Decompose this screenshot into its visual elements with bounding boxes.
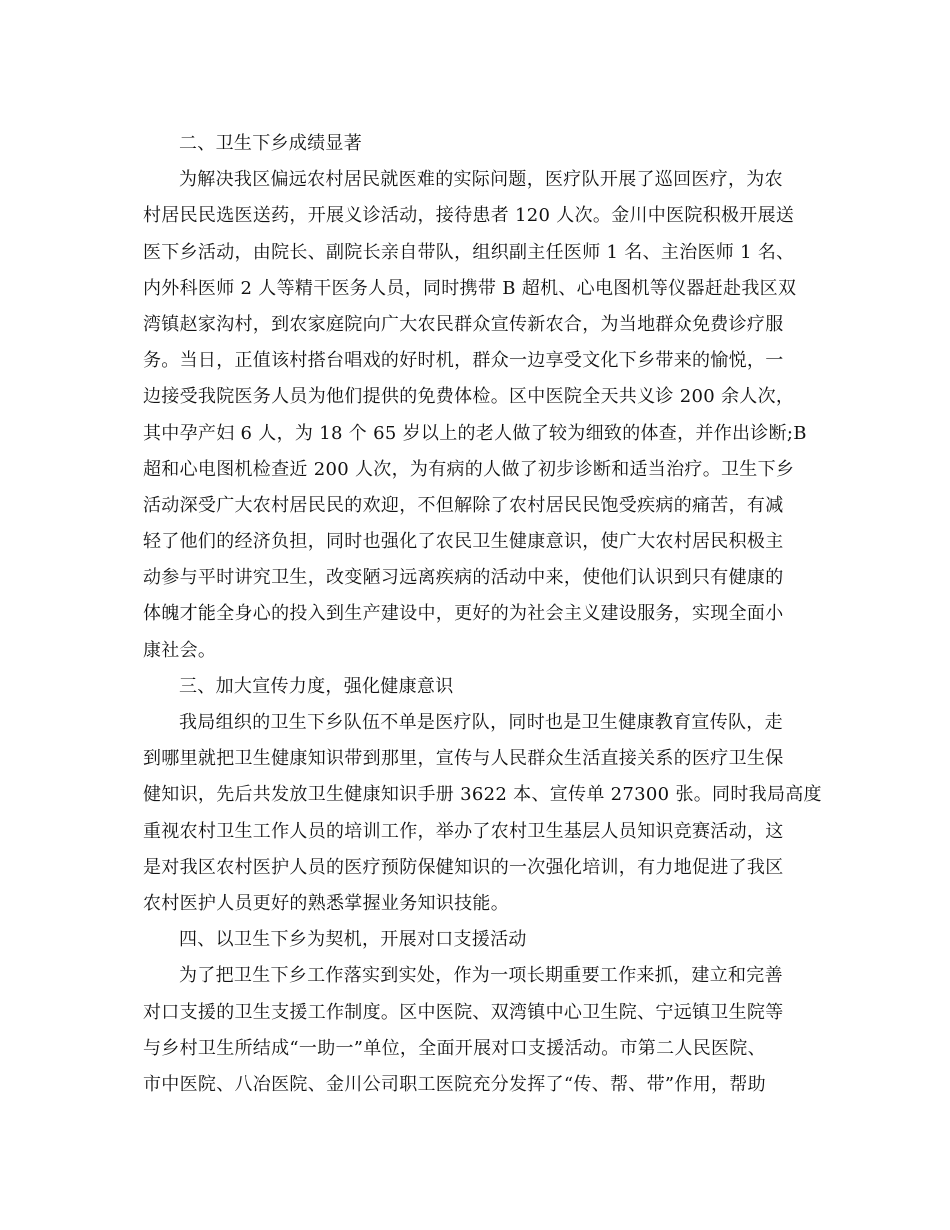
document-body bbox=[143, 126, 822, 1103]
paragraph-line: 农村医护人员更好的熟悉掌握业务知识技能。 bbox=[143, 892, 509, 914]
paragraph-line: 是对我区农村医护人员的医疗预防保健知识的一次强化培训，有力地促进了我区 bbox=[143, 856, 784, 878]
paragraph-line: 轻了他们的经济负担，同时也强化了农民卫生健康意识，使广大农村居民积极主 bbox=[143, 531, 784, 553]
section-heading-3: 三、加大宣传力度，强化健康意识 bbox=[179, 675, 454, 697]
paragraph-line: 我局组织的卫生下乡队伍不单是医疗队，同时也是卫生健康教育宣传队，走 bbox=[179, 712, 783, 733]
paragraph-line: 对口支援的卫生支援工作制度。区中医院、双湾镇中心卫生院、宁远镇卫生院等 bbox=[143, 1001, 784, 1023]
paragraph-line: 医下乡活动，由院长、副院长亲自带队，组织副主任医师 1 名、主治医师 1 名、 bbox=[143, 241, 795, 263]
paragraph-line: 其中孕产妇 6 人，为 18 个 65 岁以上的老人做了较为细致的体查，并作出诊断;B bbox=[143, 422, 807, 444]
paragraph-line: 与乡村卫生所结成“一助一”单位，全面开展对口支援活动。市第二人民医院、 bbox=[143, 1037, 766, 1059]
paragraph-line: 体魄才能全身心的投入到生产建设中，更好的为社会主义建设服务，实现全面小 bbox=[143, 603, 784, 625]
paragraph-line: 市中医院、八冶医院、金川公司职工医院充分发挥了“传、帮、带”作用，帮助 bbox=[143, 1073, 766, 1095]
paragraph-line: 内外科医师 2 人等精干医务人员，同时携带 B 超机、心电图机等仪器赶赴我区双 bbox=[143, 277, 797, 299]
paragraph-line: 重视农村卫生工作人员的培训工作，举办了农村卫生基层人员知识竞赛活动，这 bbox=[143, 820, 784, 842]
section-heading-4: 四、以卫生下乡为契机，开展对口支援活动 bbox=[179, 929, 527, 951]
paragraph-line: 为解决我区偏远农村居民就医难的实际问题，医疗队开展了巡回医疗，为农 bbox=[179, 169, 783, 191]
paragraph-line: 为了把卫生下乡工作落实到实处，作为一项长期重要工作来抓，建立和完善 bbox=[179, 965, 783, 987]
paragraph-line: 动参与平时讲究卫生，改变陋习远离疾病的活动中来，使他们认识到只有健康的 bbox=[143, 567, 784, 589]
paragraph-line: 健知识，先后共发放卫生健康知识手册 3622 本、宣传单 27300 张。同时我局高度 bbox=[143, 784, 822, 806]
paragraph-line: 活动深受广大农村居民民的欢迎，不但解除了农村居民民饱受疾病的痛苦，有减 bbox=[143, 494, 784, 516]
paragraph-line: 村居民民选医送药，开展义诊活动，接待患者 120 人次。金川中医院积极开展送 bbox=[143, 205, 795, 227]
paragraph-line: 边接受我院医务人员为他们提供的免费体检。区中医院全天共义诊 200 余人次， bbox=[143, 386, 795, 408]
paragraph-line: 务。当日，正值该村搭台唱戏的好时机，群众一边享受文化下乡带来的愉悦，一 bbox=[143, 350, 784, 372]
paragraph-line: 湾镇赵家沟村，到农家庭院向广大农民群众宣传新农合，为当地群众免费诊疗服 bbox=[143, 313, 784, 335]
paragraph-line: 康社会。 bbox=[143, 639, 217, 661]
section-heading-2: 二、卫生下乡成绩显著 bbox=[179, 133, 362, 154]
paragraph-line: 超和心电图机检查近 200 人次，为有病的人做了初步诊断和适当治疗。卫生下乡 bbox=[143, 458, 795, 480]
paragraph-line: 到哪里就把卫生健康知识带到那里，宣传与人民群众生活直接关系的医疗卫生保 bbox=[143, 748, 784, 770]
